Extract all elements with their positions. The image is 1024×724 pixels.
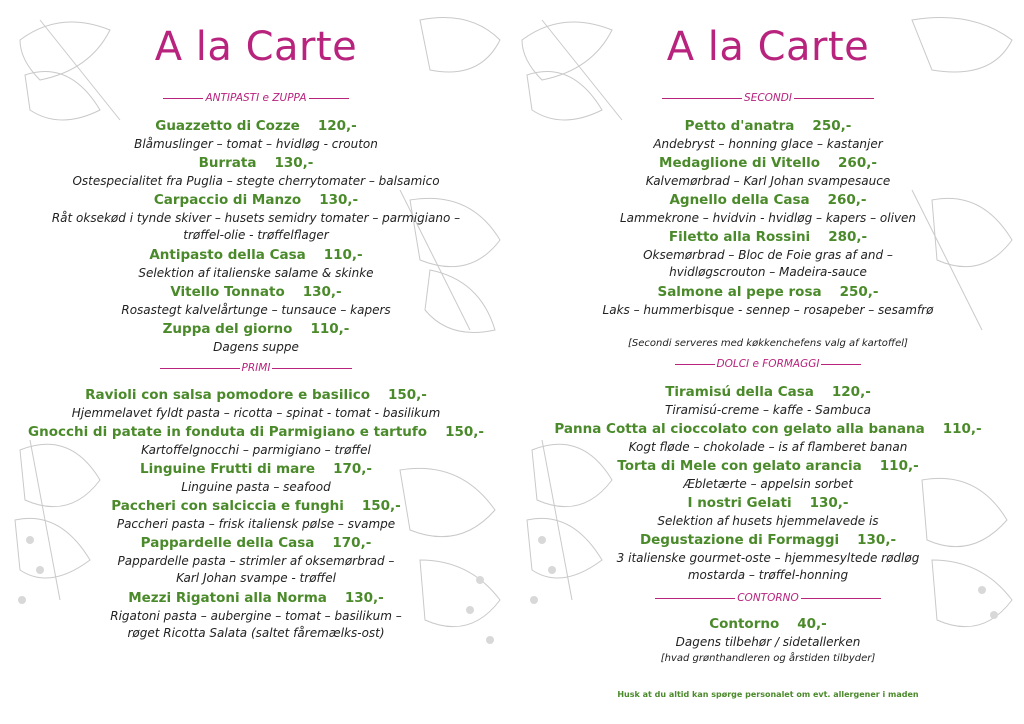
dish-name bbox=[512, 384, 1024, 400]
section-label: ANTIPASTI e ZUPPA bbox=[205, 92, 307, 104]
dish-name bbox=[512, 421, 1024, 437]
section-header-antipasti bbox=[0, 92, 512, 104]
dish-price: 130,- bbox=[857, 532, 897, 548]
dish-name bbox=[512, 229, 1024, 245]
dish-price: 120,- bbox=[317, 118, 357, 134]
dish-title: Guazzetto di Cozze bbox=[155, 118, 300, 134]
page-title: A la Carte bbox=[666, 24, 870, 70]
dish-name bbox=[0, 535, 512, 551]
section-header-secondi bbox=[512, 92, 1024, 104]
section-label: DOLCI e FORMAGGI bbox=[716, 358, 820, 370]
dish-description: Rigatoni pasta – aubergine – tomat – basilikum – bbox=[110, 609, 402, 623]
divider bbox=[309, 98, 349, 99]
dish-name bbox=[0, 387, 512, 403]
dish-title: Zuppa del giorno bbox=[162, 321, 293, 337]
dish-title: Medaglione di Vitello bbox=[659, 155, 821, 171]
divider bbox=[662, 98, 742, 99]
dish-name bbox=[0, 461, 512, 477]
dish-description: røget Ricotta Salata (saltet fåremælks-ost) bbox=[127, 626, 385, 640]
dish-title: Burrata bbox=[198, 155, 257, 171]
divider bbox=[675, 364, 715, 365]
dish-description: Dagens tilbehør / sidetallerken bbox=[675, 635, 861, 649]
dish-description: Råt oksekød i tynde skiver – husets semidry tomater – parmigiano – bbox=[51, 211, 461, 225]
dish-name bbox=[512, 616, 1024, 632]
dish-price: 130,- bbox=[274, 155, 314, 171]
dish-title: Degustazione di Formaggi bbox=[639, 532, 840, 548]
dish-title: Paccheri con salciccia e funghi bbox=[111, 498, 344, 514]
dish-description: Laks – hummerbisque - sennep – rosapeber – sesamfrø bbox=[602, 303, 934, 317]
dish-price: 130,- bbox=[809, 495, 849, 511]
dish-name bbox=[0, 247, 512, 263]
dish-title: I nostri Gelati bbox=[687, 495, 792, 511]
dish-price: 40,- bbox=[797, 616, 827, 632]
dish-title: Mezzi Rigatoni alla Norma bbox=[128, 590, 327, 606]
dish-description: Pappardelle pasta – strimler af oksemørbrad – bbox=[117, 554, 395, 568]
dish-price: 130,- bbox=[319, 192, 359, 208]
dish-price: 110,- bbox=[323, 247, 363, 263]
dish-price: 170,- bbox=[333, 461, 372, 477]
section-header-dolci bbox=[512, 358, 1024, 370]
dish-description: Dagens suppe bbox=[213, 340, 299, 354]
dish-description: mostarda – trøffel-honning bbox=[687, 568, 849, 582]
dish-name bbox=[512, 532, 1024, 548]
dish-description: Selektion af italienske salame & skinke bbox=[138, 266, 374, 280]
divider bbox=[801, 598, 881, 599]
dish-name bbox=[512, 284, 1024, 300]
dish-name bbox=[0, 155, 512, 171]
dish-description: Oksemørbrad – Bloc de Foie gras af and – bbox=[643, 248, 893, 262]
dish-title: Torta di Mele con gelato arancia bbox=[617, 458, 862, 474]
dish-name bbox=[512, 155, 1024, 171]
divider bbox=[794, 98, 874, 99]
dish-description: Ostespecialitet fra Puglia – stegte cherrytomater – balsamico bbox=[72, 174, 440, 188]
dish-name bbox=[0, 118, 512, 134]
dish-price: 110,- bbox=[310, 321, 350, 337]
dish-price: 150,- bbox=[361, 498, 401, 514]
dish-description: Selektion af husets hjemmelavede is bbox=[657, 514, 879, 528]
dish-price: 280,- bbox=[828, 229, 868, 245]
dish-title: Agnello della Casa bbox=[669, 192, 810, 208]
dish-name bbox=[0, 284, 512, 300]
dish-price: 130,- bbox=[302, 284, 342, 300]
section-header-contorno bbox=[512, 592, 1024, 604]
dish-price: 130,- bbox=[344, 590, 384, 606]
dish-description: Tiramisú-creme – kaffe - Sambuca bbox=[665, 403, 871, 417]
dish-name bbox=[512, 495, 1024, 511]
dish-price: 170,- bbox=[332, 535, 372, 551]
dish-price: 250,- bbox=[812, 118, 852, 134]
dish-title: Linguine Frutti di mare bbox=[140, 461, 316, 477]
dish-name bbox=[0, 321, 512, 337]
dish-description: Rosastegt kalvelårtunge – tunsauce – kapers bbox=[121, 303, 391, 317]
dish-price: 250,- bbox=[839, 284, 879, 300]
dish-title: Antipasto della Casa bbox=[149, 247, 306, 263]
secondi-note: [Secondi serveres med køkkenchefens valg af kartoffel] bbox=[628, 338, 908, 349]
dish-title: Gnocchi di patate in fonduta di Parmigiano e tartufo bbox=[28, 424, 428, 440]
dish-price: 120,- bbox=[831, 384, 871, 400]
divider bbox=[272, 368, 352, 369]
dish-title: Ravioli con salsa pomodore e basilico bbox=[85, 387, 370, 403]
page-title: A la Carte bbox=[154, 24, 358, 70]
dish-title: Panna Cotta al cioccolato con gelato alla banana bbox=[554, 421, 925, 437]
dish-description: Linguine pasta – seafood bbox=[181, 480, 331, 494]
dish-description: Kartoffelgnocchi – parmigiano – trøffel bbox=[141, 443, 371, 457]
dish-description: Kalvemørbrad – Karl Johan svampesauce bbox=[645, 174, 891, 188]
divider bbox=[160, 368, 240, 369]
dish-description: hvidløgscrouton – Madeira-sauce bbox=[669, 265, 867, 279]
dish-price: 260,- bbox=[838, 155, 877, 171]
dish-title: Carpaccio di Manzo bbox=[153, 192, 302, 208]
dish-title: Contorno bbox=[709, 616, 780, 632]
dish-description: Paccheri pasta – frisk italiensk pølse – svampe bbox=[116, 517, 396, 531]
dish-description: 3 italienske gourmet-oste – hjemmesyltede rødløg bbox=[616, 551, 920, 565]
dish-title: Tiramisú della Casa bbox=[665, 384, 814, 400]
dish-description: Hjemmelavet fyldt pasta – ricotta – spinat - tomat - basilikum bbox=[71, 406, 441, 420]
dish-name bbox=[0, 424, 512, 440]
dish-description: Æbletærte – appelsin sorbet bbox=[683, 477, 853, 491]
dish-title: Petto d'anatra bbox=[684, 118, 795, 134]
divider bbox=[655, 598, 735, 599]
contorno-note: [hvad grønthandleren og årstiden tilbyder] bbox=[660, 653, 876, 664]
dish-price: 110,- bbox=[879, 458, 919, 474]
dish-name bbox=[512, 458, 1024, 474]
dish-name bbox=[0, 192, 512, 208]
dish-description: Andebryst – honning glace – kastanjer bbox=[653, 137, 883, 151]
dish-price: 260,- bbox=[827, 192, 867, 208]
dish-title: Salmone al pepe rosa bbox=[657, 284, 822, 300]
dish-price: 110,- bbox=[942, 421, 982, 437]
section-label: CONTORNO bbox=[737, 592, 799, 604]
dish-description: Blåmuslinger – tomat – hvidløg - crouton bbox=[134, 137, 378, 151]
dish-title: Filetto alla Rossini bbox=[668, 229, 811, 245]
allergen-footer: Husk at du altid kan spørge personalet om evt. allergener i maden bbox=[617, 690, 919, 699]
dish-description: Kogt fløde – chokolade – is af flamberet banan bbox=[628, 440, 908, 454]
dish-title: Pappardelle della Casa bbox=[140, 535, 315, 551]
dish-price: 150,- bbox=[445, 424, 484, 440]
dish-description: trøffel-olie - trøffelflager bbox=[183, 228, 329, 242]
dish-price: 150,- bbox=[388, 387, 427, 403]
divider bbox=[163, 98, 203, 99]
dish-title: Vitello Tonnato bbox=[170, 284, 285, 300]
dish-description: Lammekrone – hvidvin - hvidløg – kapers – oliven bbox=[619, 211, 917, 225]
dish-name bbox=[512, 118, 1024, 134]
section-label: SECONDI bbox=[744, 92, 792, 104]
dish-name bbox=[512, 192, 1024, 208]
divider bbox=[821, 364, 861, 365]
section-header-primi bbox=[0, 362, 512, 374]
dish-name bbox=[0, 590, 512, 606]
dish-description: Karl Johan svampe - trøffel bbox=[176, 571, 336, 585]
dish-name bbox=[0, 498, 512, 514]
right-menu-page bbox=[512, 0, 1024, 724]
section-label: PRIMI bbox=[241, 362, 271, 374]
